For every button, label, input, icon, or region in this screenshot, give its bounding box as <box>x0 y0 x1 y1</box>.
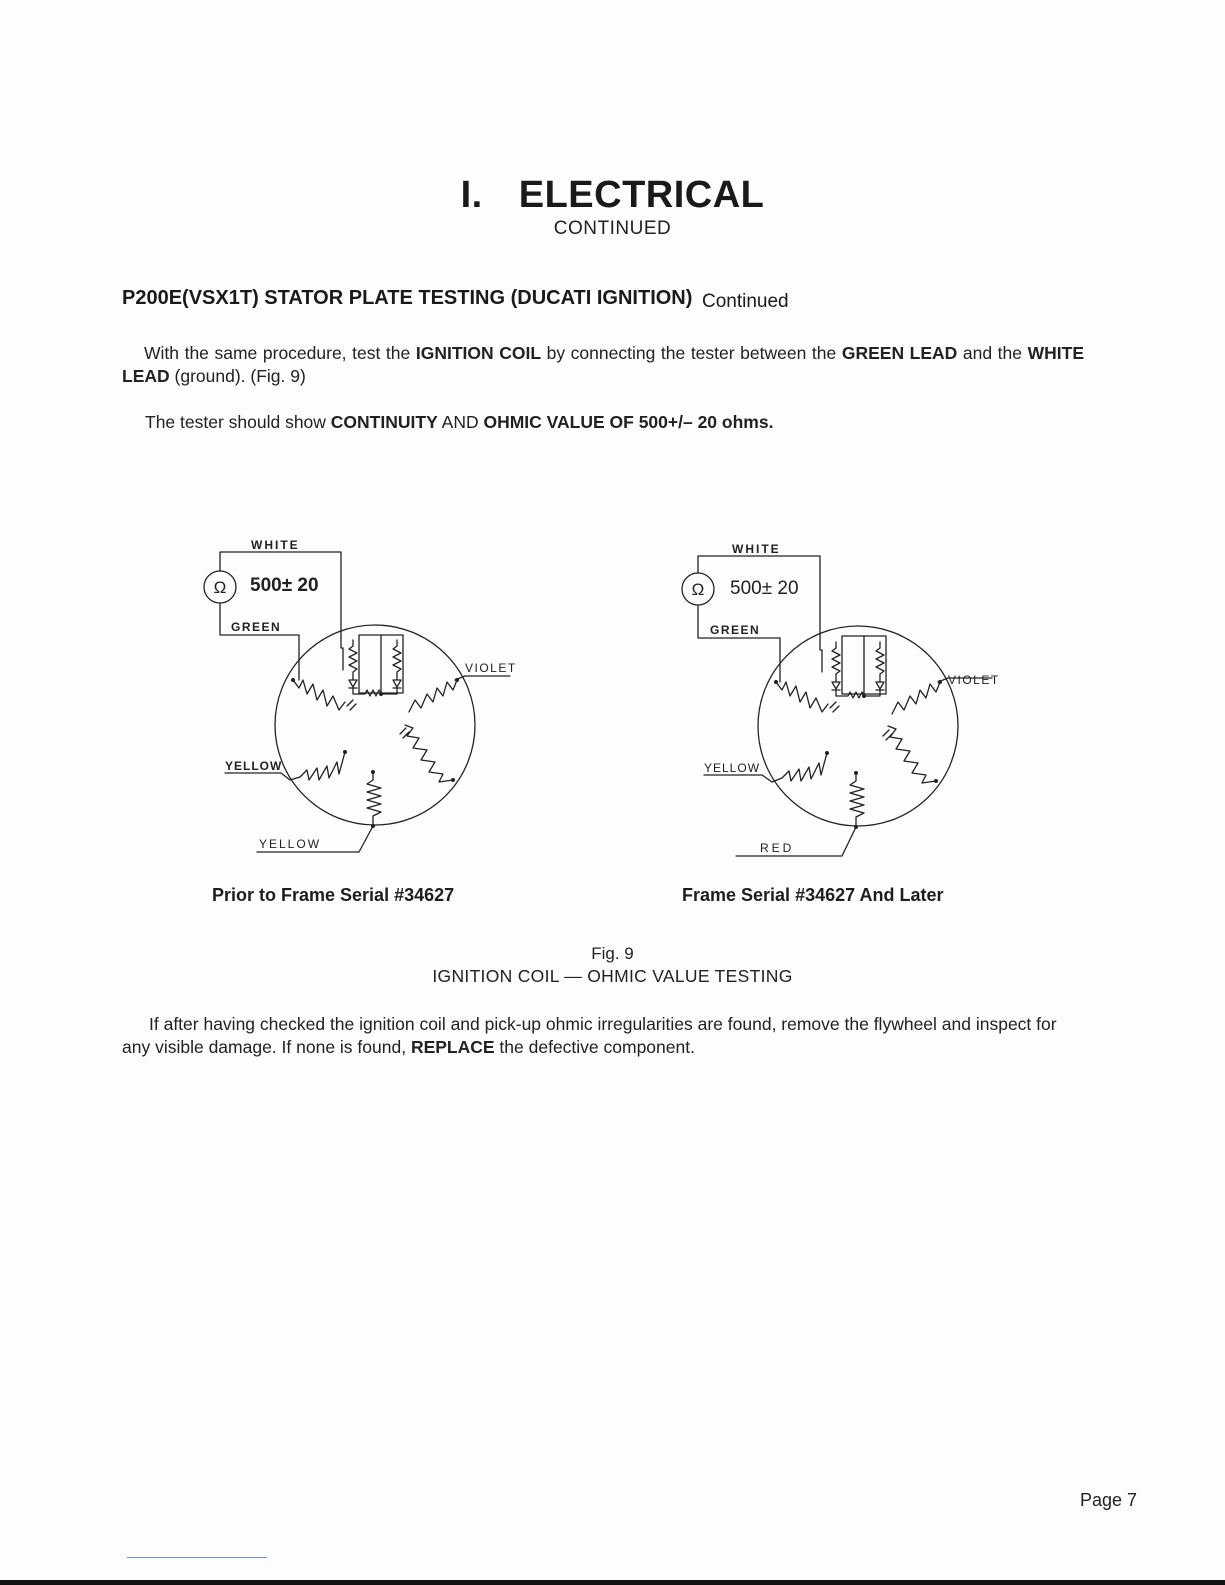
para3-text-1: If after having checked the ignition coil and pick-up ohmic irregularities are found, remove the flywheel and inspect for any visible damage. If none is found, <box>122 1014 1057 1057</box>
caption-left: Prior to Frame Serial #34627 <box>212 885 455 905</box>
red-bottom-lead-label: RED <box>760 841 795 855</box>
heading-continued: Continued <box>701 291 789 312</box>
para1-bold-green-lead: GREEN LEAD <box>841 343 958 363</box>
white-lead-label: WHITE <box>732 542 781 556</box>
section-subtitle: CONTINUED <box>553 218 672 239</box>
para1-text-4: (ground). (Fig. 9) <box>169 366 306 386</box>
meter-value-label: 500± 20 <box>250 575 319 596</box>
green-lead-label: GREEN <box>710 623 761 637</box>
green-lead-wire <box>698 605 780 682</box>
violet-lead-label: VIOLET <box>948 673 1000 687</box>
para1-text-2: by connecting the tester between the <box>541 343 842 363</box>
white-lead-wire <box>220 552 343 670</box>
yellow-left-lead-label: YELLOW <box>704 761 761 775</box>
coil-winding-3 <box>888 726 936 783</box>
para2-text-2: AND <box>437 412 484 432</box>
section-number: I. <box>460 174 483 216</box>
green-lead-wire <box>220 603 299 680</box>
yellow-left-lead-label: YELLOW <box>225 759 283 773</box>
coil-winding-2 <box>409 680 457 712</box>
procedure-heading <box>122 287 789 310</box>
section-title <box>0 174 1225 217</box>
ohm-symbol: Ω <box>691 580 705 599</box>
figure-number: Fig. 9 <box>591 944 634 963</box>
coil-winding-1 <box>293 680 345 710</box>
wiring-diagram-left <box>195 530 535 875</box>
coil-winding-5 <box>367 772 381 826</box>
yellow-bottom-lead-label: YELLOW <box>259 837 322 851</box>
yellow-left-lead-wire <box>704 775 782 782</box>
para3-bold-replace: REPLACE <box>410 1037 495 1057</box>
page-edge-band <box>0 1580 1225 1585</box>
meter-value-label: 500± 20 <box>730 578 799 599</box>
conclusion-paragraph <box>122 1013 1084 1059</box>
white-lead-wire <box>698 556 822 672</box>
stator-circle <box>758 626 958 826</box>
footer-rule <box>127 1557 267 1558</box>
para1-bold-white-lead: WHITE LEAD <box>122 343 1084 386</box>
section-name: ELECTRICAL <box>518 174 765 216</box>
wiring-diagram-right <box>672 530 1012 875</box>
coil-winding-3 <box>405 725 453 782</box>
red-bottom-lead-wire <box>736 827 856 856</box>
white-lead-label: WHITE <box>251 538 300 552</box>
para2-bold-ohmic-value: OHMIC VALUE OF 500+/– 20 ohms. <box>483 412 774 432</box>
heading-text: P200E(VSX1T) STATOR PLATE TESTING (DUCATI IGNITION) <box>122 287 693 309</box>
coil-winding-1 <box>776 682 828 712</box>
ohm-symbol: Ω <box>213 578 227 597</box>
para2-bold-continuity: CONTINUITY <box>330 412 438 432</box>
violet-lead-label: VIOLET <box>465 661 517 675</box>
coil-winding-2 <box>892 682 940 714</box>
page-number: Page 7 <box>1080 1490 1138 1510</box>
para2-text-1: The tester should show <box>145 412 331 432</box>
para1-bold-ignition-coil: IGNITION COIL <box>415 343 542 363</box>
green-lead-label: GREEN <box>231 620 282 634</box>
figure-title: IGNITION COIL — OHMIC VALUE TESTING <box>432 966 793 986</box>
stator-circle <box>275 625 475 825</box>
stator-diagram-right-svg <box>672 530 1012 870</box>
para3-text-2: the defective component. <box>494 1037 695 1057</box>
para1-text-1: With the same procedure, test the <box>144 343 416 363</box>
caption-right: Frame Serial #34627 And Later <box>682 885 944 905</box>
coil-winding-5 <box>850 773 864 827</box>
stator-diagram-left-svg <box>195 530 535 870</box>
coil-winding-4 <box>300 752 345 780</box>
para1-text-3: and the <box>957 343 1028 363</box>
expected-result-paragraph <box>145 411 1045 434</box>
instruction-paragraph <box>122 342 1084 388</box>
coil-winding-4 <box>782 753 827 781</box>
